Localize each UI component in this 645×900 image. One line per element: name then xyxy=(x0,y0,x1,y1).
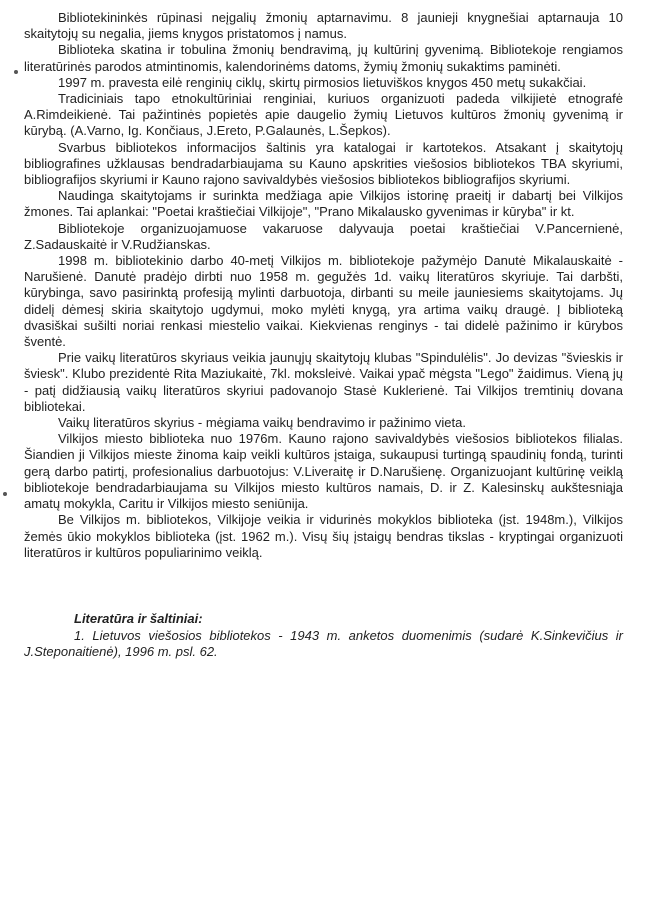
paragraph: Naudinga skaitytojams ir surinkta medžiaga apie Vilkijos istorinę praeitį ir dabartį bei Vilkijos žmones. Tai aplankai: "Poetai kraštiečiai Vilkijoje", "Prano Mikalausko gyvenimas ir kūryba" ir kt. xyxy=(24,188,623,220)
reference-item: 1. Lietuvos viešosios bibliotekos - 1943 m. anketos duomenimis (sudarė K.Sinkevičius ir J.Steponaitienė), 1996 m. psl. 62. xyxy=(24,627,623,659)
paragraph: Biblioteka skatina ir tobulina žmonių bendravimą, jų kultūrinį gyvenimą. Bibliotekoje rengiamos literatūrinės parodos atmintinomis, kalendorinėms datoms, žymių žmonių sukaktims paminėti. xyxy=(24,42,623,74)
body-text xyxy=(24,10,623,561)
paragraph: 1997 m. pravesta eilė renginių ciklų, skirtų pirmosios lietuviškos knygos 450 metų sukakčiai. xyxy=(58,74,587,90)
paragraph: 1998 m. bibliotekinio darbo 40-metį Vilkijos m. bibliotekoje pažymėjo Danutė Mikalauskaitė - Narušienė. Danutė pradėjo dirbti nuo 1958 m. gegužės 1d. vaikų literatūros skyriuje. Tai darbšti, kūrybinga, savo pasirinktą profesiją mylinti darbuotoja, dirbanti su meile jauniesiems skaitytojams. Jų didelį dėmesį skiria skaitytojo ugdymui, moko mylėti knygą, yra artima vaikų draugė. Į biblioteką dvasiškai sušilti noriai renkasi miestelio vaikai. Kiekvienas renginys - tai didelė pažinimo ir kūrybos šventė. xyxy=(24,253,623,350)
paragraph: Prie vaikų literatūros skyriaus veikia jaunųjų skaitytojų klubas "Spindulėlis". Jo devizas "švieskis ir šviesk". Klubo prezidentė Rita Maziukaitė, 7kl. moksleivė. Vaikai ypač mėgsta "Lego" žaidimus. Vieną jų - patį didžiausią vaikų literatūros skyriui padovanojo Stasė Kuklerienė. Tai Vilkijos tremtinių dovana bibliotekai. xyxy=(24,350,623,414)
paragraph: Bibliotekininkės rūpinasi neįgalių žmonių aptarnavimu. 8 jaunieji knygnešiai aptarnauja 10 skaitytojų su negalia, jiems knygos pristatomos į namus. xyxy=(24,10,623,42)
paragraph: Tradiciniais tapo etnokultūriniai renginiai, kuriuos organizuoti padeda vilkijietė etnografė A.Rimdeikienė. Tai pažintinės popietės apie daugelio žymių Lietuvos kultūros žmonių gyvenimą ir kūrybą. (A.Varno, Ig. Končiaus, J.Ereto, P.Galaunės, L.Šepkos). xyxy=(24,91,623,139)
paragraph: Bibliotekoje organizuojamuose vakaruose dalyvauja poetai kraštiečiai V.Pancernienė, Z.Sadauskaitė ir V.Rudžianskas. xyxy=(24,220,623,252)
references-heading: Literatūra ir šaltiniai: xyxy=(74,610,203,626)
paragraph: Vaikų literatūros skyrius - mėgiama vaikų bendravimo ir pažinimo vieta. xyxy=(58,415,466,431)
paragraph: Vilkijos miesto biblioteka nuo 1976m. Kauno rajono savivaldybės viešosios bibliotekos filialas. Šiandien ji Vilkijos mieste žinoma kaip veikli kultūros įstaiga, sukaupusi turtingą spaudinių fondą, turinti gerą darbo patirtį, profesionalius darbuotojus: V.Liveraitę ir D.Narušienę. Organizuojant kultūrinę veiklą bibliotekoje bendradarbiaujama su Vilkijos miesto kultūros namais, D. ir Z. Kalesinskų aukštesniąja amatų mokykla, Caritu ir Vilkijos miesto seniūnija. xyxy=(24,431,623,512)
paragraph: Svarbus bibliotekos informacijos šaltinis yra katalogai ir kartotekos. Atsakant į skaitytojų bibliografines užklausas bendradarbiaujama su Kauno apskrities viešosios bibliotekos TBA skyriumi, bibliografijos skyriumi ir Kauno rajono savivaldybės viešosios bibliotekos bibliografijos skyriumi. xyxy=(24,139,623,188)
scan-speck-mark xyxy=(3,492,7,496)
scan-speck-mark xyxy=(14,70,18,74)
references-section xyxy=(24,611,623,660)
paragraph: Be Vilkijos m. bibliotekos, Vilkijoje veikia ir vidurinės mokyklos biblioteka (įst. 1948m.), Vilkijos žemės ūkio mokyklos biblioteka (įst. 1962 m.). Visų šių įstaigų bendras tikslas - kryptingai organizuoti literatūros ir kultūros populiarinimo veiklą. xyxy=(24,512,623,560)
